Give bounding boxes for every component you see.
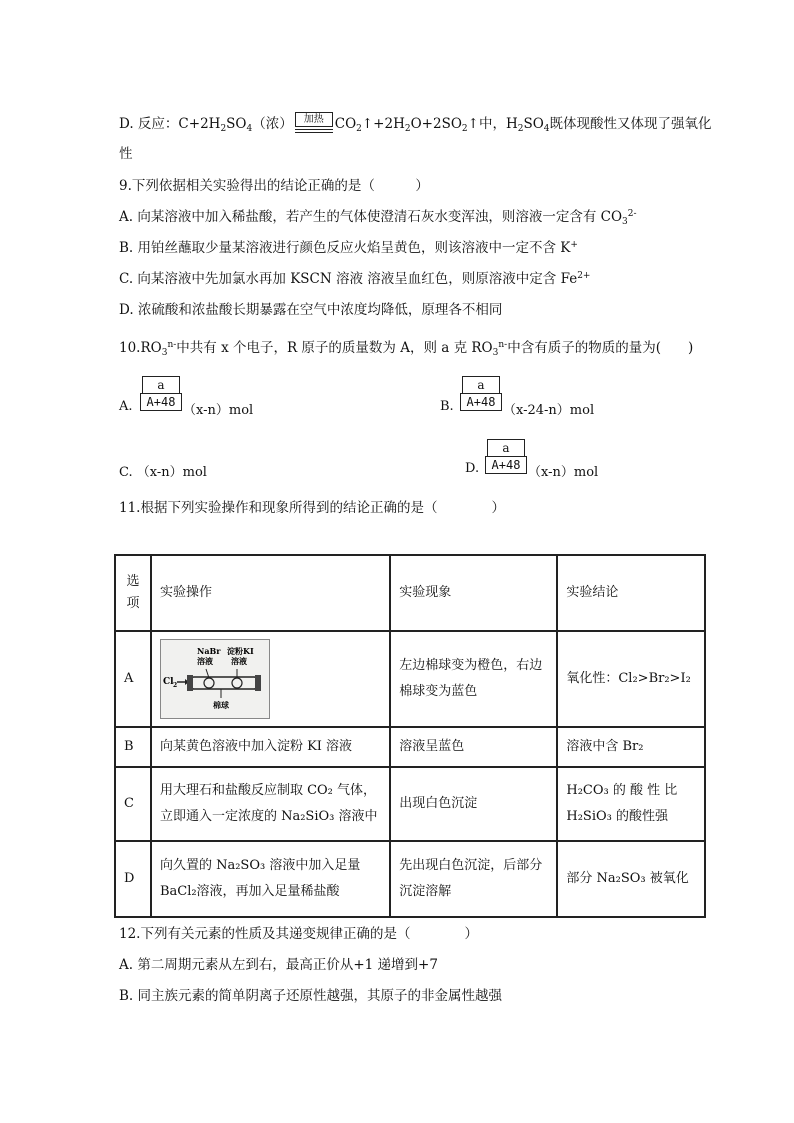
q12-option-b: B. 同主族元素的简单阴离子还原性越强，其原子的非金属性越强 [119,988,503,1004]
q8-option-d: D. 反应：$C+2H_2SO_4$（浓） 加热 $CO_2↑+2H_2O+2SO_2↑$中，$H_2SO_4$既体现酸性又体现了强氧化 [119,114,712,134]
row-operation: 向久置的 Na₂SO₃ 溶液中加入足量 BaCl₂溶液，再加入足量稀盐酸 [151,841,390,917]
q10-option-d-fraction: $\frac{a}{A+48}$ [485,439,525,475]
svg-text:Cl: Cl [162,677,174,687]
q11-stem: 11.根据下列实验操作和现象所得到的结论正确的是（ ） [119,500,505,516]
table-row [115,841,705,917]
table-row [115,727,705,767]
heat-condition-arrow: 加热 [295,112,333,136]
svg-text:淀粉KI: 淀粉KI [226,646,254,656]
row-option: A [115,631,151,727]
q8-option-d-continued: 性 [119,146,133,162]
row-operation: 向某黄色溶液中加入淀粉 KI 溶液 [151,727,390,767]
row-phenomenon: 出现白色沉淀 [390,767,557,841]
svg-text:溶液: 溶液 [230,656,247,666]
svg-text:2: 2 [172,682,178,689]
q9-option-d: D. 浓硫酸和浓盐酸长期暴露在空气中浓度均降低，原理各不相同 [119,302,503,318]
q10-option-c: C. （x-n）mol [119,465,207,480]
header-operation: 实验操作 [151,555,390,631]
q10-option-b-fraction: $\frac{a}{A+48}$ [460,376,500,412]
row-phenomenon: 溶液呈蓝色 [390,727,557,767]
row-operation [151,631,390,727]
row-conclusion: 氧化性：Cl₂>Br₂>I₂ [557,631,705,727]
svg-text:棉球: 棉球 [212,700,229,710]
row-option: C [115,767,151,841]
svg-text:溶液: 溶液 [196,656,213,666]
apparatus-svg [161,640,269,718]
table-row [115,631,705,727]
row-option: D [115,841,151,917]
q10-option-b-label: B. [440,399,454,414]
header-option: 选 项 [115,555,151,631]
q10-option-a-fraction: $\frac{a}{A+48}$ [140,376,180,412]
svg-text:NaBr: NaBr [196,646,221,656]
q9-option-c: C. 向某溶液中先加氯水再加 KSCN 溶液 溶液呈血红色，则原溶液中定含 $Fe^{2+}$ [119,271,591,287]
row-operation: 用大理石和盐酸反应制取 CO₂ 气体， 立即通入一定浓度的 Na₂SiO₃ 溶液中 [151,767,390,841]
header-conclusion: 实验结论 [557,555,705,631]
header-phenomenon: 实验现象 [390,555,557,631]
row-phenomenon: 先出现白色沉淀，后部分 沉淀溶解 [390,841,557,917]
apparatus-diagram [160,639,270,719]
row-conclusion: H₂CO₃ 的 酸 性 比 H₂SiO₃ 的酸性强 [557,767,705,841]
row-conclusion: 溶液中含 Br₂ [557,727,705,767]
experiment-table [114,554,706,918]
q10-option-d-tail: （x-n）mol [528,465,599,480]
table-header-row [115,555,705,631]
row-conclusion: 部分 Na₂SO₃ 被氧化 [557,841,705,917]
q10-option-a-tail: （x-n）mol [183,403,254,418]
q12-stem: 12.下列有关元素的性质及其递变规律正确的是（ ） [119,926,478,942]
q9-stem: 9.下列依据相关实验得出的结论正确的是（ ） [119,178,429,194]
q10-option-d-label: D. [465,461,480,476]
q10-option-a-label: A. [119,399,133,414]
row-option: B [115,727,151,767]
table-row [115,767,705,841]
q10-option-b-tail: （x-24-n）mol [503,403,595,418]
q12-option-a: A. 第二周期元素从左到右，最高正价从+1 递增到+7 [119,957,438,973]
q10-stem: $10.RO_3^{n-}$中共有 x 个电子，R 原子的质量数为 A，则 a 克 $RO_3^{n-}$中含有质子的物质的量为( ) [119,340,694,358]
row-phenomenon: 左边棉球变为橙色，右边 棉球变为蓝色 [390,631,557,727]
q9-option-a: A. 向某溶液中加入稀盐酸，若产生的气体使澄清石灰水变浑浊，则溶液一定含有 $CO_3^{2-}$ [119,209,637,227]
q9-option-b: B. 用铂丝蘸取少量某溶液进行颜色反应火焰呈黄色，则该溶液中一定不含 K+ [119,240,578,256]
